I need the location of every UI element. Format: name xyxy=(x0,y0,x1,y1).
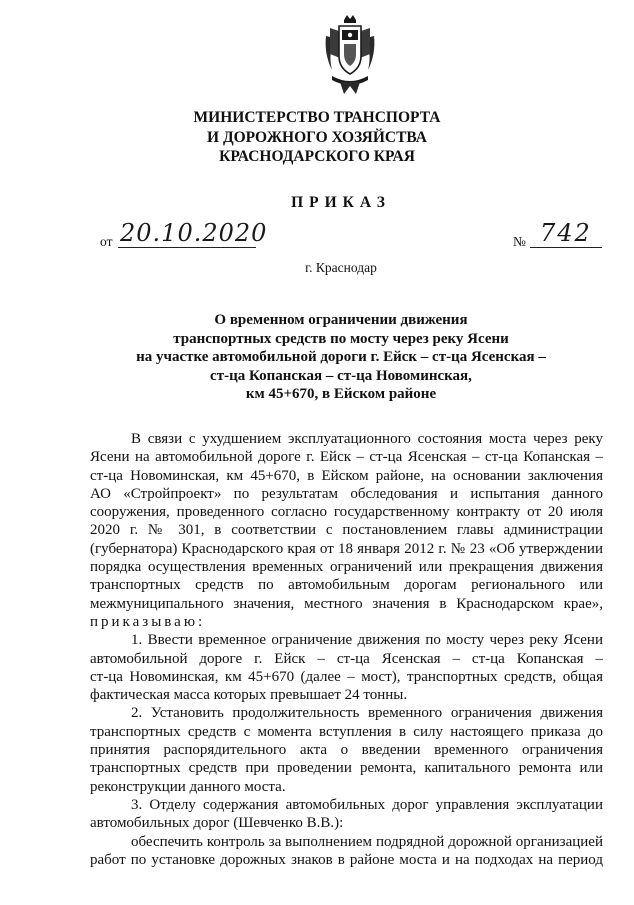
subject-line: ст-ца Копанская – ст-ца Новоминская, xyxy=(210,367,472,384)
body-line: межмуниципального значения, местного значения в Краснодарском крае», xyxy=(90,595,603,612)
body-line: транспортных средств при проведении ремонта, капитального ремонта или xyxy=(90,760,603,777)
date-underline xyxy=(118,247,256,248)
body-line: (губернатора) Краснодарского края от 18 января 2012 г. № 23 «Об утверждении xyxy=(90,540,603,557)
body-line: работ по установке дорожных знаков в районе моста и на подходах на период xyxy=(90,851,603,868)
body-line: Ясени на автомобильной дороге г. Ейск – ст-ца Ясенская – ст-ца Копанская – xyxy=(90,449,603,466)
body-line: 2020 г. № 301, в соответствии с постановлением главы администрации xyxy=(90,522,603,539)
body-line: реконструкции данного моста. xyxy=(90,778,286,795)
body-line: сооружения, проведенного согласно государственному контракту от 20 июля xyxy=(90,504,603,521)
handwritten-date: 20.10.2020 xyxy=(120,219,268,247)
subject-line: на участке автомобильной дороги г. Ейск – ст-ца Ясенская – xyxy=(136,349,546,366)
date-prefix: от xyxy=(100,234,113,249)
body-line: приказываю: xyxy=(90,613,206,630)
order-date-number-row xyxy=(100,220,600,254)
body-line: 3. Отделу содержания автомобильных дорог управления эксплуатации xyxy=(131,796,603,813)
body-line: транспортных средств по автомобильным дорогам регионального или xyxy=(90,577,603,594)
ministry-line: КРАСНОДАРСКОГО КРАЯ xyxy=(219,148,415,165)
body-line: автомобильных дорог (Шевченко В.В.): xyxy=(90,815,344,832)
body-line: 2. Установить продолжительность временного ограничения движения xyxy=(131,705,603,722)
body-line: транспортных средств с момента вступления в силу настоящего приказа до xyxy=(90,723,603,740)
ministry-name xyxy=(0,108,634,167)
body-line: ст-ца Новоминская, км 45+670 (далее – мост), транспортных средств, общая xyxy=(90,668,603,685)
ministry-line: И ДОРОЖНОГО ХОЗЯЙСТВА xyxy=(207,128,427,146)
subject-line: км 45+670, в Ейском районе xyxy=(245,386,437,403)
subject-line: транспортных средств по мосту через реку Ясени xyxy=(173,330,509,347)
body-line: В связи с ухудшением эксплуатационного состояния моста через реку xyxy=(131,431,603,447)
ministry-line: МИНИСТЕРСТВО ТРАНСПОРТА xyxy=(193,109,441,126)
order-title: ПРИКАЗ xyxy=(291,194,391,211)
body-line: АО «Стройпроект» по результатам обследования и испытания данного xyxy=(90,485,603,502)
body-line: порядка осуществления временных ограничений или прекращения движения xyxy=(90,559,603,576)
number-underline xyxy=(530,247,602,248)
coat-of-arms-icon xyxy=(322,14,378,96)
order-subject xyxy=(0,311,634,404)
handwritten-number: 742 xyxy=(540,219,592,247)
body-line: принятия распорядительного акта о введении временного ограничения xyxy=(90,742,603,759)
body-line: автомобильной дороге г. Ейск – ст-ца Ясенская – ст-ца Копанская – xyxy=(90,650,603,667)
body-line: фактическая масса которых превышает 24 тонны. xyxy=(90,687,408,704)
order-body xyxy=(90,430,603,869)
body-line: ст-ца Новоминская, км 45+670, в Ейском районе, на основании заключения xyxy=(90,467,603,484)
subject-line: О временном ограничении движения xyxy=(214,312,468,328)
number-prefix: № xyxy=(513,234,526,249)
body-line: 1. Ввести временное ограничение движения по мосту через реку Ясени xyxy=(131,632,603,649)
body-line: обеспечить контроль за выполнением подрядной дорожной организацией xyxy=(131,833,603,850)
order-city: г. Краснодар xyxy=(305,260,377,275)
